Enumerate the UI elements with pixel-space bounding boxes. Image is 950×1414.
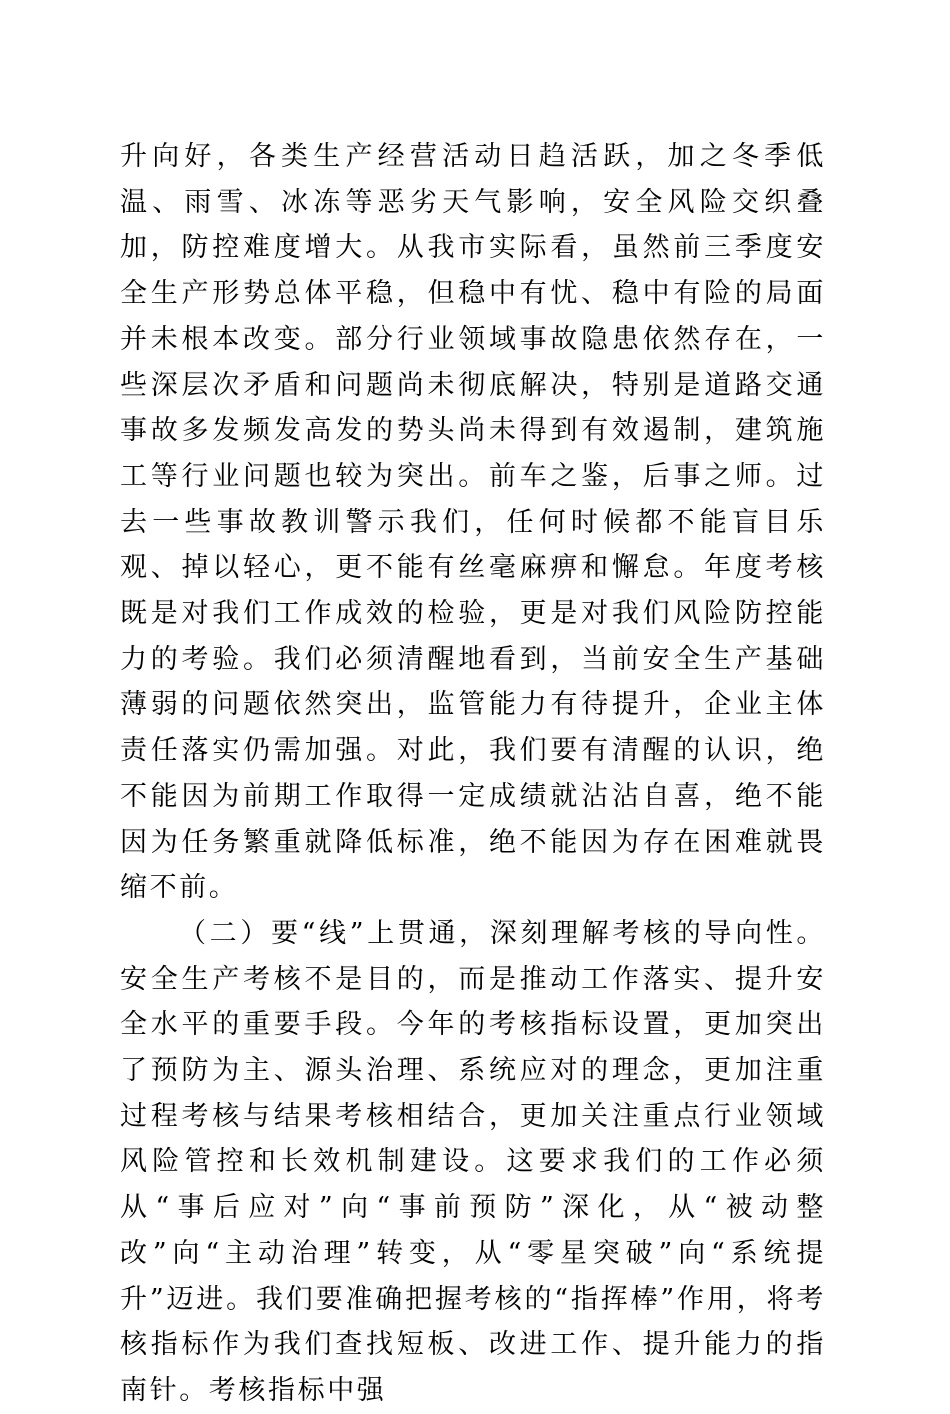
document-body xyxy=(120,134,826,1414)
body-paragraph-1: 升向好，各类生产经营活动日趋活跃，加之冬季低温、雨雪、冰冻等恶劣天气影响，安全风险交织叠加，防控难度增大。从我市实际看，虽然前三季度安全生产形势总体平稳，但稳中有忧、稳中有险的局面并未根本改变。部分行业领域事故隐患依然存在，一些深层次矛盾和问题尚未彻底解决，特别是道路交通事故多发频发高发的势头尚未得到有效遏制，建筑施工等行业问题也较为突出。前车之鉴，后事之师。过去一些事故教训警示我们，任何时候都不能盲目乐观、掉以轻心，更不能有丝毫麻痹和懈怠。年度考核既是对我们工作成效的检验，更是对我们风险防控能力的考验。我们必须清醒地看到，当前安全生产基础薄弱的问题依然突出，监管能力有待提升，企业主体责任落实仍需加强。对此，我们要有清醒的认识，绝不能因为前期工作取得一定成绩就沾沾自喜，绝不能因为任务繁重就降低标准，绝不能因为存在困难就畏缩不前。 xyxy=(120,141,826,904)
body-paragraph-2: （二）要“线”上贯通，深刻理解考核的导向性。安全生产考核不是目的，而是推动工作落实、提升安全水平的重要手段。今年的考核指标设置，更加突出了预防为主、源头治理、系统应对的理念，更加注重过程考核与结果考核相结合，更加关注重点行业领域风险管控和长效机制建设。这要求我们的工作必须从“事后应对”向“事前预防”深化，从“被动整改”向“主动治理”转变，从“零星突破”向“系统提升”迈进。我们要准确把握考核的“指挥棒”作用，将考核指标作为我们查找短板、改进工作、提升能力的指南针。考核指标中强 xyxy=(120,917,826,1406)
